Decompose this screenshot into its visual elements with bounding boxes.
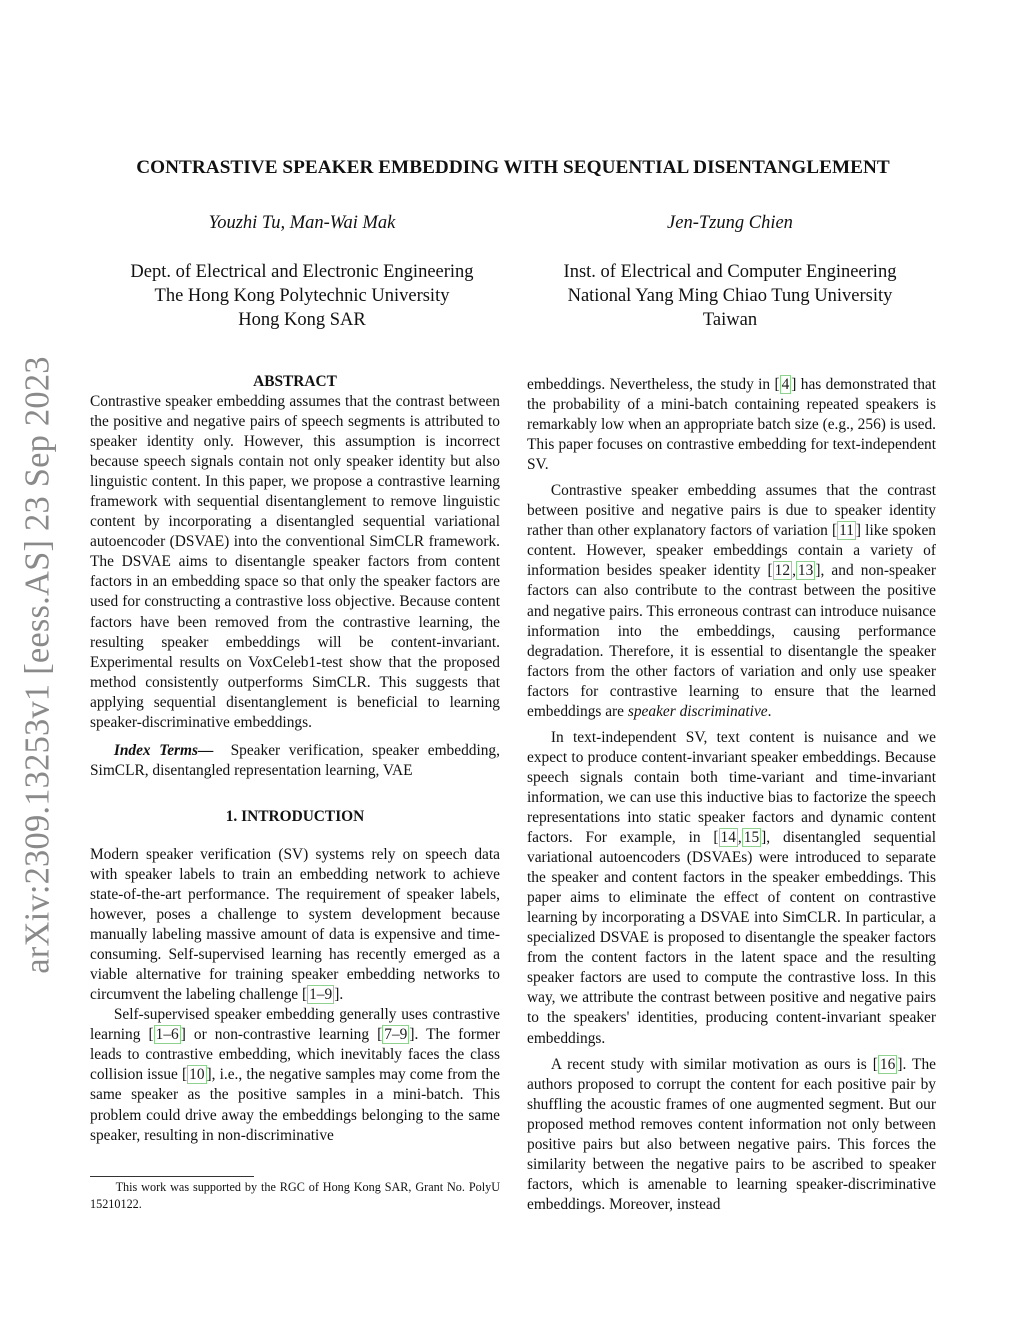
paragraph-text: ], i.e., the negative samples may come from the same speaker as the positive samples in a mini-batch. This problem could drive away the embeddings belonging to the same speaker, resulting in non-discriminative	[90, 1066, 500, 1144]
affiliation-line: Dept. of Electrical and Electronic Engineering	[130, 262, 474, 282]
paragraph-text: In text-independent SV, text content is nuisance and we expect to produce content-invariant speaker embeddings. Because speech signals contain both time-variant and time-invariant information, we can use this inductive bias to factorize the speech representations into static speaker factors and dynamic content factors. For example, in [	[527, 728, 936, 847]
right-column	[527, 375, 936, 1215]
abstract-text: Contrastive speaker embedding assumes that the contrast between the positive and negative pairs of speech segments is attributed to speaker identity only. However, this assumption is incorrect because speech signals contain not only speaker identity but also linguistic content. In this paper, we propose a contrastive learning framework with sequential disentanglement to remove linguistic content by incorporating a disentangled sequential variational autoencoder (DSVAE) into the conventional SimCLR framework. The DSVAE aims to disentangle speaker factors from content factors in an embedding space so that only the speaker factors are used for constructing a contrastive loss objective. Because content factors have been removed from the contrastive learning, the resulting speaker embeddings will be content-invariant. Experimental results on VoxCeleb1-test show that the proposed method consistently outperforms SimCLR. This suggests that applying sequential disentanglement is beneficial to learning speaker-discriminative embeddings.	[90, 393, 500, 731]
arxiv-sidebar	[9, 345, 67, 985]
affiliation-line: Taiwan	[702, 310, 758, 330]
intro-paragraph-2	[90, 1005, 500, 1145]
footnote: This work was supported by the RGC of Hong Kong SAR, Grant No. PolyU 15210122.	[90, 1180, 500, 1211]
citation-link[interactable]: 13	[797, 562, 814, 580]
paragraph-text: Self-supervised speaker embedding generally uses contrastive learning [	[90, 1006, 500, 1044]
citation-link[interactable]: 11	[839, 522, 854, 540]
index-terms-label: Index Terms—	[113, 741, 214, 759]
citation-link[interactable]: 10	[189, 1066, 205, 1084]
citation-link[interactable]: 1–9	[309, 986, 333, 1004]
affiliation-left	[90, 260, 514, 332]
affiliation-line: The Hong Kong Polytechnic University	[154, 286, 450, 306]
footnote-rule	[90, 1176, 254, 1177]
introduction-heading: 1. INTRODUCTION	[225, 807, 365, 825]
affiliation-line: National Yang Ming Chiao Tung University	[567, 286, 893, 306]
affiliation-right	[520, 260, 940, 332]
index-terms-list: Speaker verification, speaker embedding, SimCLR, disentangled representation learning, VAE	[90, 741, 500, 779]
paragraph-text: ] or non-contrastive learning [	[180, 1026, 383, 1044]
paragraph-text: ] has demonstrated that the probability of a mini-batch containing repeated speakers is remarkably low when an appropriate batch size (e.g., 256) is used. This paper focuses on contrastive embedding for text-independent SV.	[527, 376, 936, 474]
paragraph-text: A recent study with similar motivation as ours is [	[550, 1055, 878, 1073]
affiliation-line: Hong Kong SAR	[238, 310, 366, 330]
citation-link[interactable]: 12	[774, 562, 791, 580]
paper-title: CONTRASTIVE SPEAKER EMBEDDING WITH SEQUENTIAL DISENTANGLEMENT	[136, 157, 890, 178]
citation-link[interactable]: 15	[743, 829, 760, 847]
abstract-heading: ABSTRACT	[253, 373, 337, 390]
citation-link[interactable]: 4	[781, 376, 790, 393]
left-column	[90, 372, 500, 1146]
paragraph-text: ]. The former leads to contrastive embedding, which inevitably faces the class collision issue [	[90, 1026, 500, 1084]
citation-link[interactable]: 16	[879, 1055, 896, 1073]
authors-left: Youzhi Tu, Man-Wai Mak	[208, 213, 396, 233]
index-terms	[90, 741, 500, 781]
affiliation-line: Inst. of Electrical and Computer Engineering	[563, 262, 897, 282]
authors-right: Jen-Tzung Chien	[667, 213, 793, 233]
paragraph-text: ], and non-speaker factors can also contribute to the contrast between the positive and negative pairs. This erroneous contrast can introduce nuisance information into the embeddings, causing performance degradation. Therefore, it is essential to disentangle the speaker factors from the other factors of variation and only use speaker factors for contrastive learning to ensure that the learned embeddings are	[527, 562, 936, 720]
citation-link[interactable]: 14	[720, 829, 736, 847]
paragraph-text: ].	[334, 986, 344, 1004]
paragraph-text: ] like spoken content. However, speaker embeddings contain a variety of information besides speaker identity [	[527, 522, 936, 580]
paragraph-text: embeddings. Nevertheless, the study in [	[527, 376, 780, 393]
right-paragraph-4	[527, 1055, 936, 1215]
paragraph-text: Modern speaker verification (SV) systems rely on speech data with speaker labels to train an embedding network to achieve state-of-the-art performance. The requirement of speaker labels, however, poses a challenge to system development because manually labeling massive amount of data is expensive and time-consuming. Self-supervised learning has recently emerged as a viable alternative for training speaker embedding networks to circumvent the labeling challenge [	[90, 845, 500, 1004]
citation-link[interactable]: 1–6	[155, 1026, 179, 1044]
emphasis-text: speaker discriminative	[627, 702, 768, 720]
paragraph-text: ], disentangled sequential variational autoencoders (DSVAEs) were introduced to separate the speaker and content factors in the speaker embeddings. This paper aims to eliminate the effect of content on contrastive learning by incorporating a DSVAE into SimCLR. In particular, a specialized DSVAE is proposed to disentangle the speaker factors from the content factors in the latent space and the resulting speaker factors are used to compute the contrastive loss. In this way, we attribute the contrast between positive and negative pairs to the speakers' identities, producing content-invariant speaker embeddings.	[527, 829, 936, 1047]
arxiv-identifier[interactable]: arXiv:2309.13253v1 [eess.AS] 23 Sep 2023	[18, 356, 57, 974]
right-paragraph-3: In text-independent SV, text content is nuisance and we expect to produce content-invariant speaker embeddings. Because speech signals contain both time-variant and time-invariant information, we can use this inductive bias to factorize the speech representations into static speaker factors and dynamic content factors. For example, in [ 14 , 15 ], disentangled sequential variational autoencoders (DSVAEs) were introduced to separate the speaker and content factors in the speaker embeddings. This paper aims to eliminate the effect of content on contrastive learning by incorporating a DSVAE into SimCLR. In particular, a specialized DSVAE is proposed to disentangle the speaker factors from the content factors in the latent space and the resulting speaker factors are used to compute the contrastive loss. In this way, we attribute the contrast between positive and negative pairs to the speakers' identities, producing content-invariant speaker embeddings.	[527, 728, 936, 1047]
right-paragraph-1	[527, 375, 936, 475]
paragraph-text: ]. The authors proposed to corrupt the content for each positive pair by shuffling the acoustic frames of one augmented segment. But our proposed method removes content information not only between positive pairs but also between negative pairs. This forces the similarity between the negative pairs to be ascribed to speaker factors, which is amenable to learning speaker-discriminative embeddings. Moreover, instead	[527, 1055, 936, 1213]
right-paragraph-2: Contrastive speaker embedding assumes that the contrast between positive and negative pairs is due to speaker identity rather than other explanatory factors of variation [ 11 ] like spoken content. However, speaker embeddings contain a variety of information besides speaker identity [ 12 , 13 ], and non-speaker factors can also contribute to the contrast between the positive and negative pairs. This erroneous contrast can introduce nuisance information into the embeddings, causing performance degradation. Therefore, it is essential to disentangle the speaker factors from the other factors of variation and only use speaker factors for contrastive learning to ensure that the learned embeddings are speaker discriminative.	[527, 482, 936, 720]
intro-paragraph-1	[90, 845, 500, 1005]
paragraph-text: .	[767, 702, 772, 720]
paragraph-text: Contrastive speaker embedding assumes that the contrast between positive and negative pairs is due to speaker identity rather than other explanatory factors of variation [	[527, 482, 936, 540]
citation-link[interactable]: 7–9	[384, 1026, 408, 1044]
